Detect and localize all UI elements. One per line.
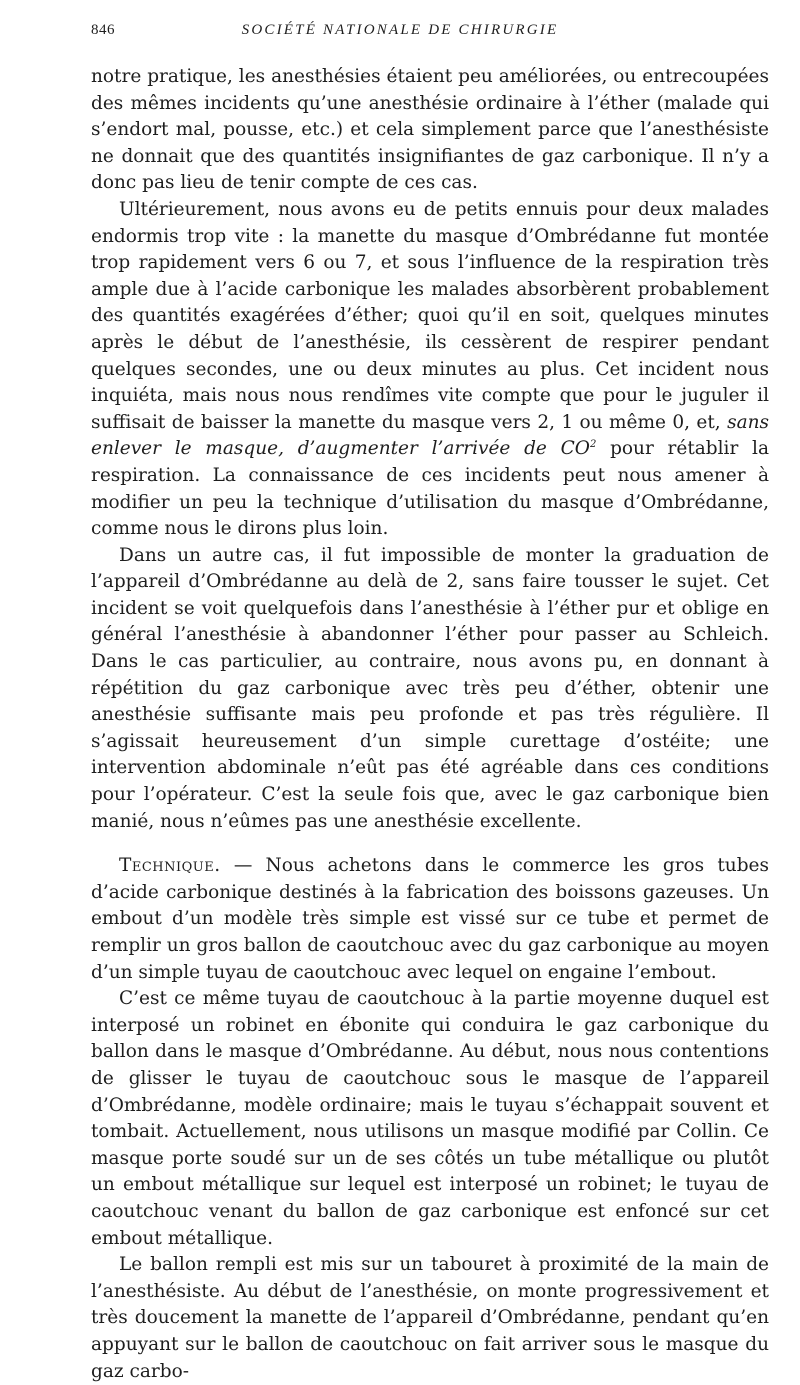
page-body [91,64,769,1385]
running-title: SOCIÉTÉ NATIONALE DE CHIRURGIE [241,22,559,38]
paragraph-other-case: Dans un autre cas, il fut impossible de monter la graduation de l’appareil d’Ombrédanne au delà de 2, sans faire tousser le sujet. Cet incident se voit quelquefois dans l’anesthésie à l’éther pur et oblige en général l’anesthésie à abandonner l’éther pour passer au Schleich. Dans le cas particulier, au contraire, nous avons pu, en donnant à répétition du gaz carbonique avec très peu d’éther, obtenir une anesthésie suffisante mais peu profonde et pas très régulière. Il s’agissait heureusement d’un simple curettage d’ostéite; une intervention abdominale n’eût pas été agréable dans ces conditions pour l’opérateur. C’est la seule fois que, avec le gaz carbonique bien manié, nous n’eûmes pas une anesthésie excellente. [91,544,769,832]
technique-heading: Technique. [119,855,221,877]
paragraph-incidents-text-b: pour rétablir la respiration. La connaissance de ces incidents peut nous amener à modifier un peu la technique d’utilisation du masque d’Ombrédanne, comme nous le dirons plus loin. [91,438,769,540]
paragraph-technique-text: — Nous achetons dans le commerce les gros tubes d’acide carbonique destinés à la fabrication des boissons gazeuses. Un embout d’un modèle très simple est vissé sur ce tube et permet de remplir un gros ballon de caoutchouc avec du gaz carbonique au moyen d’un simple tuyau de caoutchouc avec lequel on engaine l’embout. [91,855,769,983]
page-header [0,22,800,46]
paragraph-continuation: notre pratique, les anesthésies étaient peu améliorées, ou entrecoupées des mêmes incidents qu’une anesthésie ordinaire à l’éther (malade qui s’endort mal, pousse, etc.) et cela simplement parce que l’anesthésiste ne donnait que des quantités insignifiantes de gaz carbonique. Il n’y a donc pas lieu de tenir compte de ces cas. [91,66,769,194]
paragraph-tube: C’est ce même tuyau de caoutchouc à la partie moyenne duquel est interposé un robinet en ébonite qui conduira le gaz carbonique du ballon dans le masque d’Ombrédanne. Au début, nous nous contentions de glisser le tuyau de caoutchouc sous le masque de l’appareil d’Ombrédanne, modèle ordinaire; mais le tuyau s’échappait souvent et tombait. Actuellement, nous utilisons un masque modifié par Collin. Ce masque porte soudé sur un de ses côtés un tube métallique ou plutôt un embout métallique sur lequel est interposé un robinet; le tuyau de caoutchouc venant du ballon de gaz carbonique est enfoncé sur cet embout métallique. [91,988,769,1249]
paragraph-incidents-italic-text: sans enlever le masque, d’augmenter l’arrivée de CO [91,411,770,460]
paragraph-ballon: Le ballon rempli est mis sur un tabouret à proximité de la main de l’anesthésiste. Au début de l’anesthésie, on monte progressivement et très doucement la manette de l’appareil d’Ombrédanne, pendant qu’en appuyant sur le ballon de caoutchouc on fait arriver sous le masque du gaz carbo- [91,1254,769,1382]
paragraph-incidents [91,197,769,543]
paragraph-technique [91,853,769,986]
paragraph-incidents-text-a: Ultérieurement, nous avons eu de petits ennuis pour deux malades endormis trop vite : la manette du masque d’Ombrédanne fut montée trop rapidement vers 6 ou 7, et sous l’influence de la respiration très ample due à l’acide carbonique les malades absorbèrent probablement des quantités exagérées d’éther; quoi qu’il en soit, quelques minutes après le début de l’anesthésie, ils cessèrent de respirer pendant quelques secondes, une ou deux minutes au plus. Cet incident nous inquiéta, mais nous nous rendîmes vite compte que pour le juguler il suffisait de baisser la manette du masque vers 2, 1 ou même 0, et, [91,198,769,433]
co2-subscript: 2 [589,439,597,451]
page-number: 846 [91,22,115,38]
